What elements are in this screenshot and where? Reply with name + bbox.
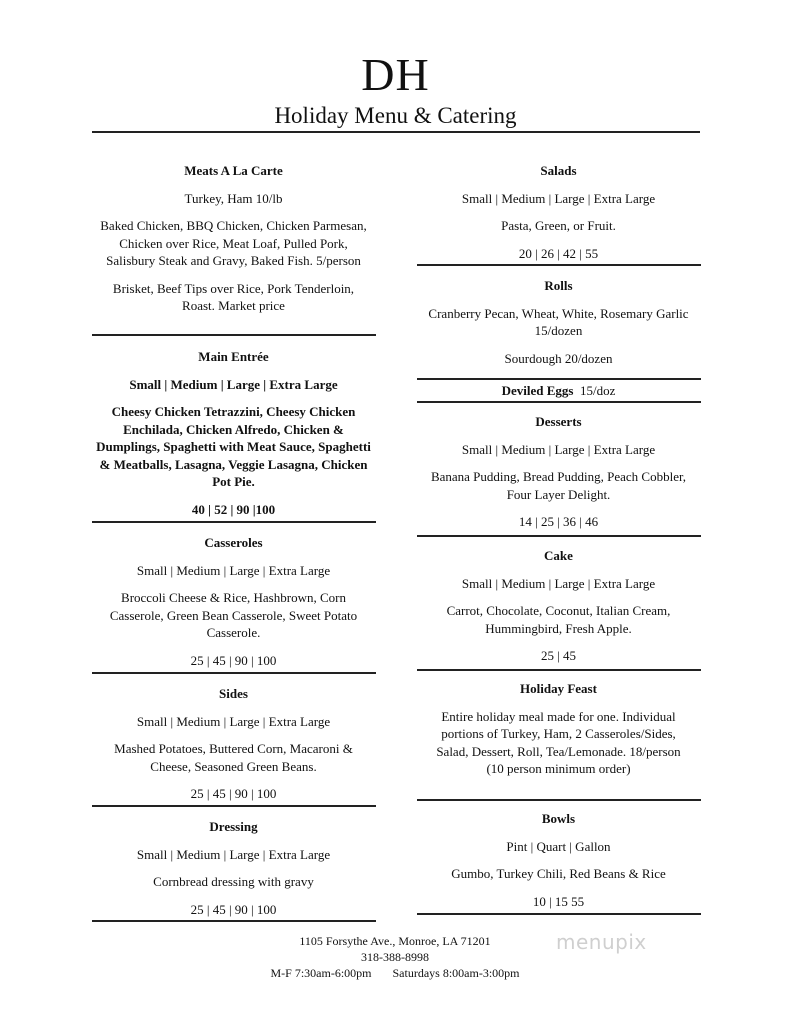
section-divider bbox=[417, 378, 701, 380]
section-divider bbox=[417, 264, 701, 266]
section-heading: Salads bbox=[540, 163, 577, 178]
section-heading: Dressing bbox=[209, 819, 258, 834]
section-main-entree bbox=[95, 348, 372, 528]
logo: DH bbox=[361, 49, 430, 100]
menu-item-text: Banana Pudding, Bread Pudding, Peach Cobbler, Four Layer Delight. bbox=[430, 469, 687, 502]
address: 1105 Forsythe Ave., Monroe, LA 71201 bbox=[299, 934, 491, 948]
section-dressing bbox=[95, 818, 372, 928]
menu-item-text: Baked Chicken, BBQ Chicken, Chicken Parmesan, Chicken over Rice, Meat Loaf, Pulled Pork, Salisbury Steak and Gravy, Baked Fish. 5/person bbox=[100, 218, 367, 268]
size-labels: Small | Medium | Large | Extra Large bbox=[136, 846, 331, 862]
menu-item-text: Pasta, Green, or Fruit. bbox=[501, 218, 616, 233]
price-list: 14 | 25 | 36 | 46 bbox=[518, 514, 599, 529]
section-salads bbox=[420, 162, 697, 272]
section-heading: Holiday Feast bbox=[520, 681, 597, 696]
phone: 318-388-8998 bbox=[361, 950, 429, 964]
size-labels: Small | Medium | Large | Extra Large bbox=[136, 713, 331, 729]
section-rolls bbox=[420, 277, 697, 377]
section-divider bbox=[417, 669, 701, 671]
section-heading: Casseroles bbox=[204, 535, 263, 550]
section-divider bbox=[417, 401, 701, 403]
section-divider bbox=[92, 521, 376, 523]
section-sides bbox=[95, 685, 372, 813]
price-list: 25 | 45 | 90 | 100 bbox=[190, 901, 277, 917]
price-list: 20 | 26 | 42 | 55 bbox=[518, 245, 599, 261]
section-bowls bbox=[420, 810, 697, 920]
section-deviled-eggs bbox=[420, 382, 697, 400]
price-list: 40 | 52 | 90 |100 bbox=[191, 501, 276, 517]
watermark: menupix bbox=[556, 930, 647, 954]
menu-item-text: Sourdough 20/dozen bbox=[504, 350, 613, 366]
menu-item-text: Cornbread dressing with gravy bbox=[153, 874, 314, 889]
section-heading: Main Entrée bbox=[198, 349, 269, 364]
section-divider bbox=[92, 805, 376, 807]
section-heading: Desserts bbox=[535, 414, 582, 429]
section-heading: Meats A La Carte bbox=[184, 163, 283, 178]
section-heading: Cake bbox=[544, 548, 573, 563]
size-labels: Small | Medium | Large | Extra Large bbox=[461, 441, 656, 457]
footer bbox=[200, 933, 590, 981]
menu-item-text: Cranberry Pecan, Wheat, White, Rosemary Garlic 15/dozen bbox=[428, 305, 689, 338]
price-list: 25 | 45 | 90 | 100 bbox=[190, 652, 277, 668]
price-list: 25 | 45 | 90 | 100 bbox=[190, 786, 277, 801]
section-heading: Deviled Eggs bbox=[501, 383, 574, 398]
section-casseroles bbox=[95, 534, 372, 679]
size-labels: Small | Medium | Large | Extra Large bbox=[129, 376, 338, 392]
section-divider bbox=[417, 913, 701, 915]
section-divider bbox=[92, 334, 376, 336]
section-holiday-feast bbox=[430, 680, 687, 788]
section-divider bbox=[92, 672, 376, 674]
section-meats bbox=[95, 162, 372, 325]
menu-item-text: Cheesy Chicken Tetrazzini, Cheesy Chicken Enchilada, Chicken Alfredo, Chicken & Dumplings, Spaghetti with Meat Sauce, Spaghetti & Meatballs, Lasagna, Veggie Lasagna, Chicken Pot Pie. bbox=[96, 404, 371, 489]
menu-item-text: Entire holiday meal made for one. Individual portions of Turkey, Ham, 2 Casseroles/Sides, Salad, Dessert, Roll, Tea/Lemonade. 18/person (10 person minimum order) bbox=[436, 708, 681, 776]
section-divider bbox=[417, 799, 701, 801]
size-labels: Small | Medium | Large | Extra Large bbox=[136, 562, 331, 578]
hours-saturday: Saturdays 8:00am-3:00pm bbox=[392, 966, 520, 980]
menu-item-text: Turkey, Ham 10/lb bbox=[184, 190, 283, 206]
section-heading: Rolls bbox=[544, 278, 573, 293]
section-heading: Bowls bbox=[541, 811, 576, 826]
price-list: 15/doz bbox=[579, 383, 616, 398]
menu-item-text: Mashed Potatoes, Buttered Corn, Macaroni & Cheese, Seasoned Green Beans. bbox=[114, 741, 353, 774]
price-list: 10 | 15 55 bbox=[532, 893, 585, 909]
size-labels: Pint | Quart | Gallon bbox=[506, 838, 611, 854]
section-heading: Sides bbox=[219, 686, 248, 701]
price-list: 25 | 45 bbox=[540, 648, 577, 663]
size-labels: Small | Medium | Large | Extra Large bbox=[461, 575, 656, 591]
menu-item-text: Broccoli Cheese & Rice, Hashbrown, Corn Casserole, Green Bean Casserole, Sweet Potato Casserole. bbox=[109, 590, 358, 640]
size-labels: Small | Medium | Large | Extra Large bbox=[461, 190, 656, 206]
hours bbox=[200, 965, 590, 981]
section-desserts bbox=[420, 413, 697, 541]
section-cake bbox=[420, 547, 697, 675]
section-divider bbox=[92, 920, 376, 922]
menu-item-text: Gumbo, Turkey Chili, Red Beans & Rice bbox=[451, 866, 666, 881]
title-divider bbox=[92, 131, 700, 133]
menu-item-text: Brisket, Beef Tips over Rice, Pork Tenderloin, Roast. Market price bbox=[112, 280, 355, 313]
section-divider bbox=[417, 535, 701, 537]
page-title: Holiday Menu & Catering bbox=[274, 103, 517, 128]
hours-weekday: M-F 7:30am-6:00pm bbox=[270, 966, 372, 980]
menu-item-text: Carrot, Chocolate, Coconut, Italian Cream, Hummingbird, Fresh Apple. bbox=[446, 603, 671, 636]
